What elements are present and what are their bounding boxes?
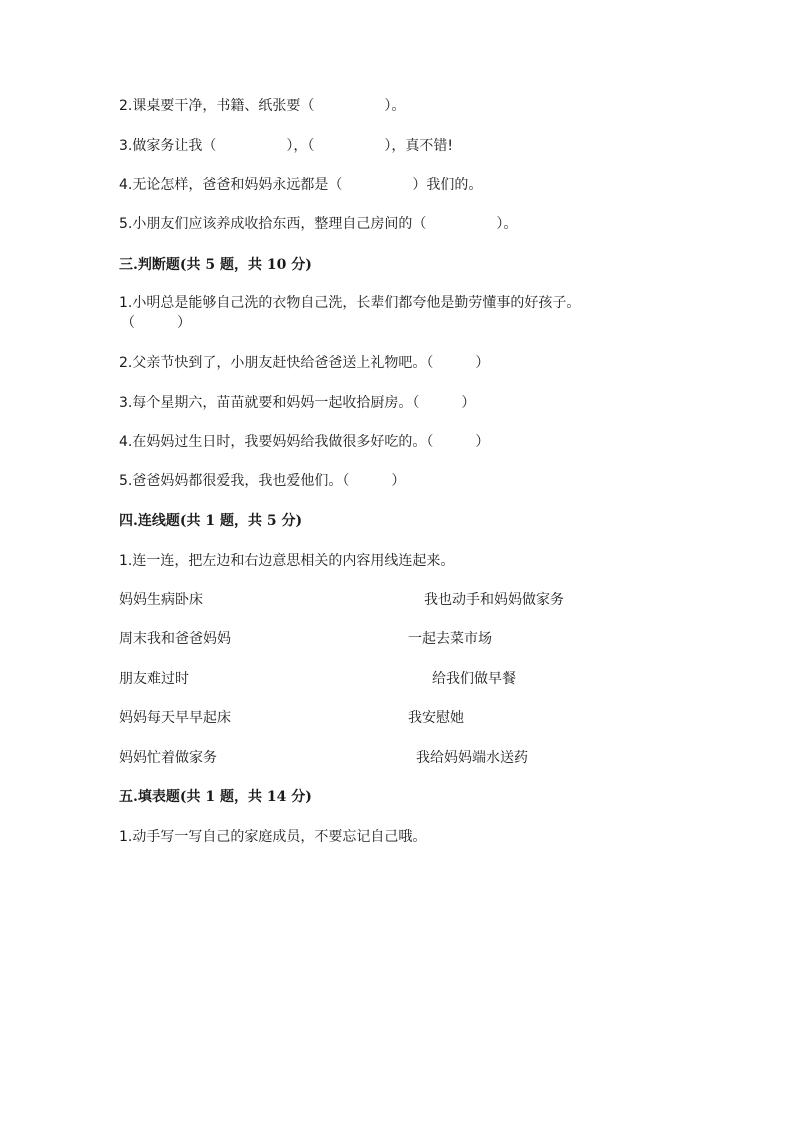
matching-left-item-3: 朋友难过时 [119, 671, 189, 687]
fill-blank-item-4: 4.无论怎样，爸爸和妈妈永远都是（ ）我们的。 [119, 177, 483, 193]
matching-right-item-1: 我也动手和妈妈做家务 [424, 592, 564, 608]
matching-right-item-2: 一起去菜市场 [408, 631, 492, 647]
matching-left-item-2: 周末我和爸爸妈妈 [119, 631, 231, 647]
matching-right-item-5: 我给妈妈端水送药 [416, 750, 528, 766]
judgement-question-1-answer-blank: （ ） [121, 315, 191, 331]
matching-right-item-3: 给我们做早餐 [432, 671, 516, 687]
section-heading-judgement: 三.判断题(共 5 题，共 10 分) [119, 257, 312, 273]
judgement-question-4: 4.在妈妈过生日时，我要妈妈给我做很多好吃的。（ ） [119, 434, 490, 450]
table-question: 1.动手写一写自己的家庭成员，不要忘记自己哦。 [119, 829, 427, 845]
fill-blank-item-5: 5.小朋友们应该养成收拾东西，整理自己房间的（ ）。 [119, 216, 518, 232]
judgement-question-1: 1.小明总是能够自己洗的衣物自己洗，长辈们都夸他是勤劳懂事的好孩子。 [119, 295, 581, 311]
matching-question: 1.连一连，把左边和右边意思相关的内容用线连起来。 [119, 553, 455, 569]
fill-blank-item-3: 3.做家务让我（ ），（ ），真不错! [119, 138, 453, 154]
judgement-question-3: 3.每个星期六，苗苗就要和妈妈一起收拾厨房。（ ） [119, 395, 476, 411]
matching-left-item-4: 妈妈每天早早起床 [119, 710, 231, 726]
matching-left-item-1: 妈妈生病卧床 [119, 592, 203, 608]
matching-left-item-5: 妈妈忙着做家务 [119, 750, 217, 766]
section-heading-table: 五.填表题(共 1 题，共 14 分) [119, 789, 312, 805]
judgement-question-5: 5.爸爸妈妈都很爱我，我也爱他们。（ ） [119, 473, 406, 489]
fill-blank-item-2: 2.课桌要干净，书籍、纸张要（ ）。 [119, 98, 406, 114]
judgement-question-2: 2.父亲节快到了，小朋友赶快给爸爸送上礼物吧。（ ） [119, 355, 490, 371]
section-heading-matching: 四.连线题(共 1 题，共 5 分) [119, 513, 303, 529]
matching-right-item-4: 我安慰她 [408, 710, 464, 726]
